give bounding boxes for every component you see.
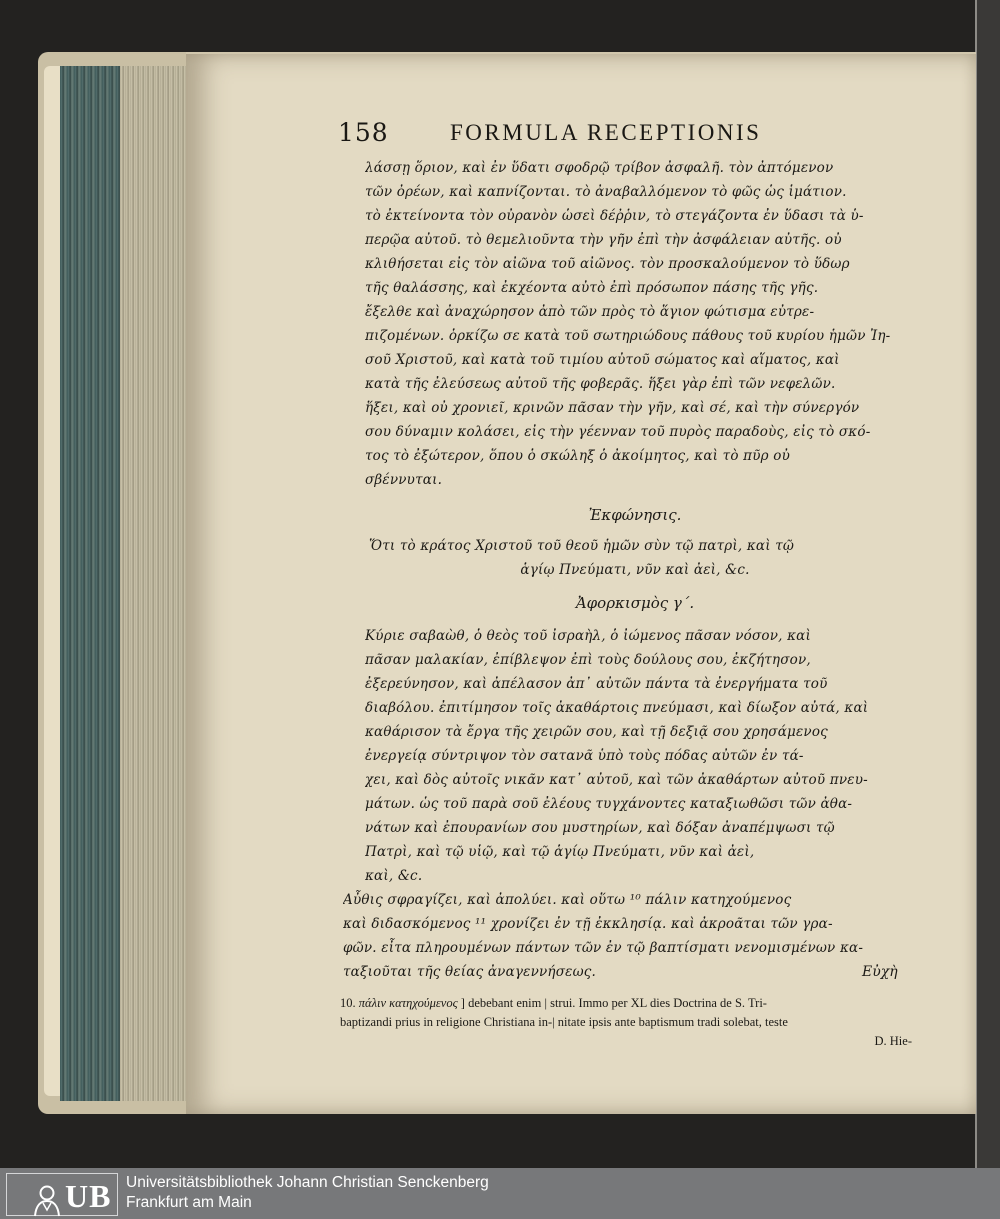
- footnotes: [340, 994, 912, 1051]
- text-line: Κύριε σαβαὼθ, ὁ θεὸς τοῦ ἰσραὴλ, ὁ ἰώμενος πᾶσαν νόσον, καὶ: [365, 628, 811, 644]
- text-line: ταξιοῦται τῆς θείας ἀναγεννήσεως.: [343, 964, 597, 980]
- scanner-edge: [975, 0, 1000, 1168]
- text-line: φῶν. εἶτα πληρουμένων πάντων τῶν ἐν τῷ βαπτίσματι νενομισμένων κα-: [343, 940, 864, 956]
- library-logo[interactable]: [6, 1173, 118, 1216]
- library-footer: [0, 1168, 1000, 1219]
- text-line: σβέννυται.: [365, 472, 443, 488]
- running-title: FORMULA RECEPTIONIS: [450, 120, 762, 145]
- section-heading-ekphonesis: Ἐκφώνησις.: [588, 506, 682, 524]
- text-line: ἥξει, καὶ οὐ χρονιεῖ, κρινῶν πᾶσαν τὴν γῆν, καὶ σέ, καὶ τὴν σύνεργόν: [365, 400, 860, 416]
- footnote-line: D. Hie-: [874, 1034, 912, 1048]
- text-line: σου δύναμιν κολάσει, εἰς τὴν γέενναν τοῦ πυρὸς παραδοὺς, εἰς τὸ σκό-: [365, 424, 871, 440]
- page-body: [343, 156, 905, 984]
- paragraph-rubric: [343, 888, 905, 984]
- text-line: λάσσῃ ὅριον, καὶ ἐν ὕδατι σφοδρῷ τρίβον ἀσφαλῆ. τὸν ἀπτόμενον: [365, 160, 834, 176]
- text-line: χει, καὶ δὸς αὐτοῖς νικᾶν κατ᾽ αὐτοῦ, καὶ τῶν ἀκαθάρτων αὐτοῦ πνευ-: [365, 772, 868, 788]
- text-line: πιζομένων. ὁρκίζω σε κατὰ τοῦ σωτηριώδους πάθους τοῦ κυρίου ἡμῶν Ἰη-: [365, 328, 891, 344]
- text-line: τὸ ἐκτείνοντα τὸν οὐρανὸν ὡσεὶ δέῤῥιν, τὸ στεγάζοντα ἐν ὕδασι τὰ ὑ-: [365, 208, 864, 224]
- page-header: [338, 118, 818, 152]
- logo-text: UB: [65, 1178, 112, 1214]
- catchword: Εὐχὴ: [862, 964, 898, 980]
- portrait-icon: [31, 1183, 63, 1217]
- paragraph-ekphonesis: [365, 534, 905, 582]
- institution-name: Universitätsbibliothek Johann Christian Senckenberg: [126, 1174, 489, 1191]
- text-line: κλιθήσεται εἰς τὸν αἰῶνα τοῦ αἰῶνος. τὸν προσκαλούμενον τὸ ὕδωρ: [365, 256, 850, 272]
- text-line: τος τὸ ἐξώτερον, ὅπου ὁ σκώληξ ὁ ἀκοίμητος, καὶ τὸ πῦρ οὐ: [365, 448, 790, 464]
- institution-city: Frankfurt am Main: [126, 1194, 252, 1211]
- footnote-line: baptizandi prius in religione Christiana in-| nitate ipsis ante baptismum tradi solebat, teste: [340, 1015, 788, 1029]
- text-line: τῶν ὀρέων, καὶ καπνίζονται. τὸ ἀναβαλλόμενον τὸ φῶς ὡς ἱμάτιον.: [365, 184, 847, 200]
- text-line: κατὰ τῆς ἐλεύσεως αὐτοῦ τῆς φοβερᾶς. ἥξει γὰρ ἐπὶ τῶν νεφελῶν.: [365, 376, 836, 392]
- footnote-lemma: πάλιν κατηχούμενος: [358, 996, 458, 1010]
- text-line: Αὖθις σφραγίζει, καὶ ἀπολύει. καὶ οὕτω ¹⁰ πάλιν κατηχούμενος: [343, 892, 792, 908]
- text-line: πᾶσαν μαλακίαν, ἐπίβλεψον ἐπὶ τοὺς δούλους σου, ἐκζήτησον,: [365, 652, 811, 668]
- text-line: ἐνεργείᾳ σύντριψον τὸν σατανᾶ ὑπὸ τοὺς πόδας αὐτῶν ἐν τά-: [365, 748, 804, 764]
- footnote-text: ] debebant enim | strui. Immo per XL dies Doctrina de S. Tri-: [460, 996, 767, 1010]
- paragraph-third-exorcism: [365, 624, 905, 888]
- text-line: καὶ διδασκόμενος ¹¹ χρονίζει ἐν τῇ ἐκκλησίᾳ. καὶ ἀκροᾶται τῶν γρα-: [343, 916, 833, 932]
- text-line: μάτων. ὡς τοῦ παρὰ σοῦ ἐλέους τυγχάνοντες καταξιωθῶσι τῶν ἀθα-: [365, 796, 853, 812]
- text-line: ἁγίῳ Πνεύματι, νῦν καὶ ἀεὶ, &c.: [520, 562, 750, 578]
- text-line: τῆς θαλάσσης, καὶ ἐκχέοντα αὐτὸ ἐπὶ πρόσωπον πάσης τῆς γῆς.: [365, 280, 819, 296]
- text-line: ἐξερεύνησον, καὶ ἀπέλασον ἀπ᾽ αὐτῶν πάντα τὰ ἐνεργήματα τοῦ: [365, 676, 828, 692]
- text-line: σοῦ Χριστοῦ, καὶ κατὰ τοῦ τιμίου αὐτοῦ σώματος καὶ αἵματος, καὶ: [365, 352, 840, 368]
- page-leaves-light: [120, 66, 190, 1101]
- text-line: Ὅτι τὸ κράτος Χριστοῦ τοῦ θεοῦ ἡμῶν σὺν τῷ πατρὶ, καὶ τῷ: [369, 538, 795, 554]
- text-line: διαβόλου. ἐπιτίμησον τοῖς ἀκαθάρτοις πνεύμασι, καὶ δίωξον αὐτά, καὶ: [365, 700, 869, 716]
- paragraph-exorcism-continued: [365, 156, 905, 492]
- section-heading-aphorkismos: Ἀφορκισμὸς γ΄.: [575, 594, 695, 612]
- text-line: ἔξελθε καὶ ἀναχώρησον ἀπὸ τῶν πρὸς τὸ ἅγιον φώτισμα εὐτρε-: [365, 304, 815, 320]
- page-number: 158: [338, 118, 389, 147]
- text-line: καθάρισον τὰ ἔργα τῆς χειρῶν σου, καὶ τῇ δεξιᾷ σου χρησάμενος: [365, 724, 828, 740]
- text-line: νάτων καὶ ἐπουρανίων σου μυστηρίων, καὶ δόξαν ἀναπέμψωσι τῷ: [365, 820, 835, 836]
- footnote-mark: 10.: [340, 996, 356, 1010]
- text-line: Πατρὶ, καὶ τῷ υἱῷ, καὶ τῷ ἁγίῳ Πνεύματι, νῦν καὶ ἀεὶ,: [365, 844, 755, 860]
- text-line: καὶ, &c.: [365, 868, 423, 884]
- text-line: περῷα αὐτοῦ. τὸ θεμελιοῦντα τὴν γῆν ἐπὶ τὴν ἀσφάλειαν αὐτῆς. οὐ: [365, 232, 842, 248]
- footnote-line: [340, 994, 912, 1013]
